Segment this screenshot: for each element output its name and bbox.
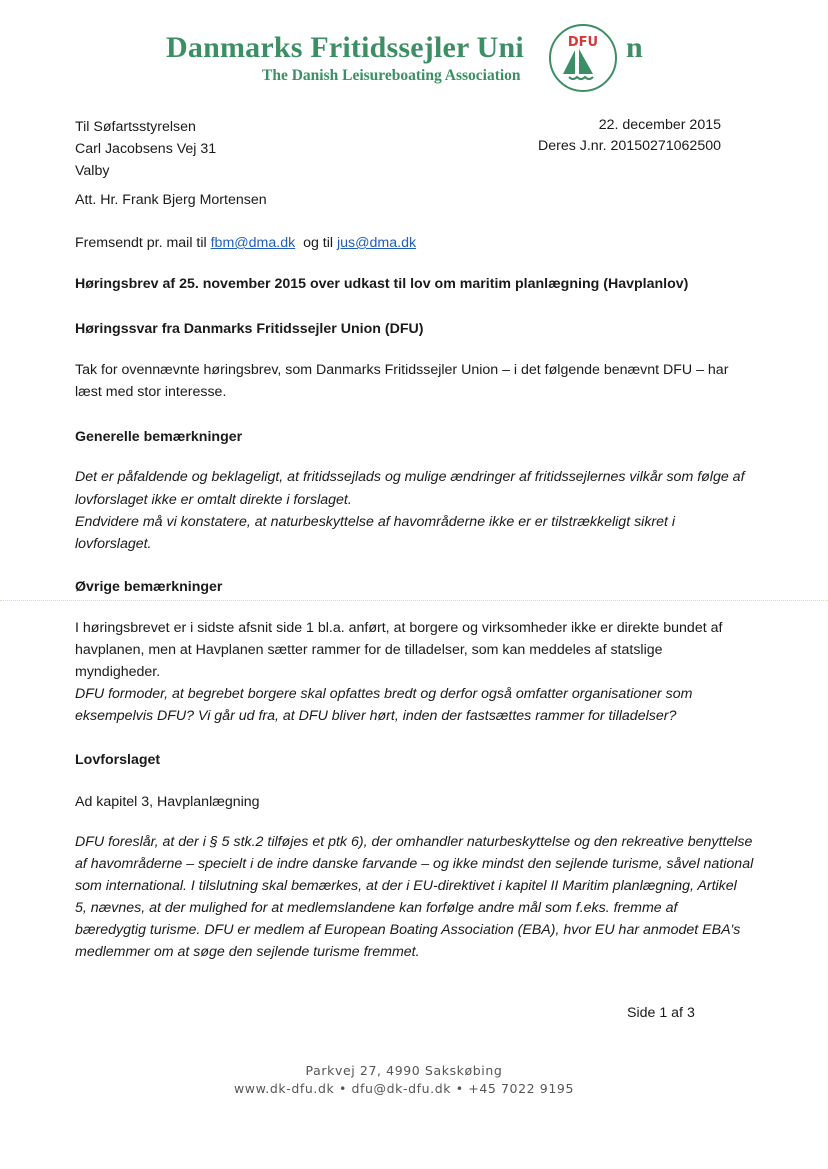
general-heading: Generelle bemærkninger <box>75 429 243 445</box>
bill-heading: Lovforslaget <box>75 752 161 768</box>
other-heading: Øvrige bemærkninger <box>75 579 223 595</box>
sent-prefix: Fremsendt pr. mail til <box>75 235 211 251</box>
page-number: Side 1 af 3 <box>627 1005 695 1021</box>
recipient-line1: Til Søfartsstyrelsen <box>75 119 196 135</box>
general-line: Det er påfaldende og beklageligt, at fritidssejlads og mulige ændringer af fritidssejlernes vilkår som følge af <box>75 469 745 485</box>
general-line: lovforslaget ikke er omtalt direkte i forslaget. <box>75 492 352 508</box>
footer-address: Parkvej 27, 4990 Sakskøbing <box>305 1063 503 1078</box>
intro-line1: Tak for ovennævnte høringsbrev, som Danmarks Fritidssejler Union – i det følgende benævnt DFU – har <box>75 362 729 378</box>
org-subtitle: The Danish Leisureboating Association <box>262 67 521 84</box>
reference-number: Deres J.nr. 20150271062500 <box>537 138 721 154</box>
subject-heading: Høringsbrev af 25. november 2015 over udkast til lov om maritim planlægning (Havplanlov) <box>75 276 689 292</box>
intro-line2: læst med stor interesse. <box>75 384 227 400</box>
emblem-text: DFU <box>567 35 599 50</box>
bill-line: af havområderne – specielt i de indre danske farvande – og ikke mindst den sejlende turisme, såvel national <box>75 856 754 872</box>
recipient-line3: Valby <box>75 163 110 179</box>
page-divider <box>0 600 828 601</box>
org-name-part2: n <box>626 31 643 64</box>
sent-middle: og til <box>295 235 337 251</box>
org-name-part1: Danmarks Fritidssejler Uni <box>166 31 524 64</box>
bill-line: bæredygtig turisme. DFU er medlem af European Boating Association (EBA), hvor EU har anmodet EBA's <box>75 922 741 938</box>
bill-line: medlemmer om at søge den sejlende turisme fremmet. <box>75 944 420 960</box>
bill-line: som international. I tilslutning skal bemærkes, at der i EU-direktivet i kapitel II Maritim planlægning, Artikel <box>75 878 737 894</box>
response-heading: Høringssvar fra Danmarks Fritidssejler Union (DFU) <box>75 321 424 337</box>
letter-date: 22. december 2015 <box>598 117 721 133</box>
recipient-att: Att. Hr. Frank Bjerg Mortensen <box>75 192 267 208</box>
sent-line <box>75 232 416 254</box>
footer-contact: www.dk-dfu.dk • dfu@dk-dfu.dk • +45 7022 9195 <box>233 1081 575 1096</box>
email-link-fbm[interactable]: fbm@dma.dk <box>210 235 296 251</box>
bill-line: DFU foreslår, at der i § 5 stk.2 tilføjes et ptk 6), der omhandler naturbeskyttelse og den rekreative benyttelse <box>75 834 753 850</box>
general-line: Endvidere må vi konstatere, at naturbeskyttelse af havområderne ikke er er tilstrækkeligt sikret i <box>75 514 676 530</box>
other-line: havplanen, men at Havplanen sætter rammer for de tilladelser, som kan meddeles af statslige <box>75 642 663 658</box>
bill-chapter: Ad kapitel 3, Havplanlægning <box>75 794 260 810</box>
other-italic-line: DFU formoder, at begrebet borgere skal opfattes bredt og derfor også omfatter organisationer som <box>75 686 693 702</box>
general-line: lovforslaget. <box>75 536 152 552</box>
other-italic-line: eksempelvis DFU? Vi går ud fra, at DFU bliver hørt, inden der fastsættes rammer for tilladelser? <box>75 708 677 724</box>
other-line: I høringsbrevet er i sidste afsnit side 1 bl.a. anført, at borgere og virksomheder ikke er direkte bundet af <box>75 620 723 636</box>
org-name <box>166 31 524 65</box>
email-link-jus[interactable]: jus@dma.dk <box>336 235 417 251</box>
bill-line: 5, nævnes, at der mulighed for at medlemslandene kan forfølge andre mål som f.eks. fremme af <box>75 900 678 916</box>
other-line: myndigheder. <box>75 664 161 680</box>
dfu-emblem-icon <box>545 22 621 94</box>
recipient-line2: Carl Jacobsens Vej 31 <box>75 141 217 157</box>
